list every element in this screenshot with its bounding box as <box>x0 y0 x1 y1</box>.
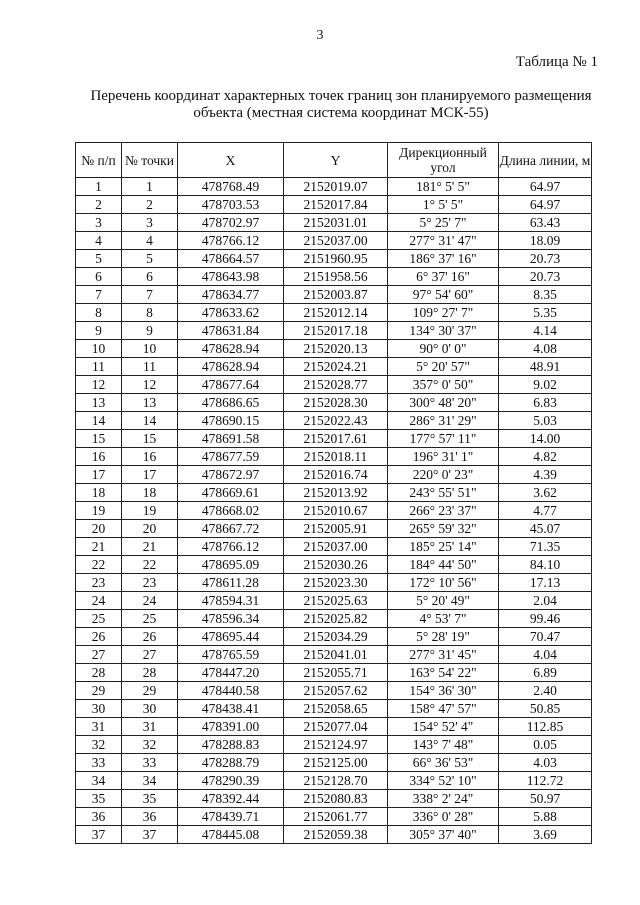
cell-bearing: 185° 25' 14" <box>388 538 499 556</box>
table-row <box>76 394 592 412</box>
cell-row-number: 32 <box>76 736 122 754</box>
table-row <box>76 268 592 286</box>
cell-bearing: 336° 0' 28" <box>388 808 499 826</box>
cell-y: 2152025.63 <box>284 592 388 610</box>
cell-point-number: 29 <box>122 682 178 700</box>
cell-line-length: 84.10 <box>499 556 592 574</box>
cell-point-number: 28 <box>122 664 178 682</box>
cell-row-number: 4 <box>76 232 122 250</box>
cell-line-length: 63.43 <box>499 214 592 232</box>
cell-point-number: 12 <box>122 376 178 394</box>
cell-line-length: 20.73 <box>499 268 592 286</box>
table-row <box>76 304 592 322</box>
cell-point-number: 14 <box>122 412 178 430</box>
cell-bearing: 220° 0' 23" <box>388 466 499 484</box>
cell-bearing: 266° 23' 37" <box>388 502 499 520</box>
cell-bearing: 334° 52' 10" <box>388 772 499 790</box>
table-row <box>76 322 592 340</box>
table-row <box>76 448 592 466</box>
table-row <box>76 574 592 592</box>
cell-x: 478695.09 <box>178 556 284 574</box>
header-y: Y <box>284 143 388 178</box>
document-title: Перечень координат характерных точек границ зон планируемого размещения объекта (местная система координат МСК-55) <box>90 88 592 121</box>
header-row-number: № п/п <box>76 143 122 178</box>
cell-x: 478596.34 <box>178 610 284 628</box>
cell-point-number: 17 <box>122 466 178 484</box>
cell-y: 2152128.70 <box>284 772 388 790</box>
cell-row-number: 27 <box>76 646 122 664</box>
cell-line-length: 17.13 <box>499 574 592 592</box>
table-row <box>76 376 592 394</box>
cell-x: 478672.97 <box>178 466 284 484</box>
header-bearing: Дирекционный угол <box>388 143 499 178</box>
cell-bearing: 97° 54' 60" <box>388 286 499 304</box>
table-row <box>76 808 592 826</box>
cell-x: 478594.31 <box>178 592 284 610</box>
cell-point-number: 26 <box>122 628 178 646</box>
cell-y: 2152061.77 <box>284 808 388 826</box>
cell-x: 478677.59 <box>178 448 284 466</box>
cell-row-number: 11 <box>76 358 122 376</box>
cell-point-number: 13 <box>122 394 178 412</box>
table-row <box>76 646 592 664</box>
table-row <box>76 628 592 646</box>
cell-y: 2152010.67 <box>284 502 388 520</box>
cell-y: 2151960.95 <box>284 250 388 268</box>
cell-point-number: 24 <box>122 592 178 610</box>
cell-point-number: 1 <box>122 178 178 196</box>
table-row <box>76 556 592 574</box>
cell-x: 478440.58 <box>178 682 284 700</box>
table-row <box>76 196 592 214</box>
coordinates-table <box>75 142 592 844</box>
cell-bearing: 5° 20' 57" <box>388 358 499 376</box>
table-row <box>76 466 592 484</box>
cell-point-number: 2 <box>122 196 178 214</box>
cell-point-number: 27 <box>122 646 178 664</box>
cell-y: 2152017.84 <box>284 196 388 214</box>
cell-line-length: 18.09 <box>499 232 592 250</box>
cell-point-number: 23 <box>122 574 178 592</box>
cell-bearing: 172° 10' 56" <box>388 574 499 592</box>
table-row <box>76 718 592 736</box>
cell-point-number: 11 <box>122 358 178 376</box>
cell-bearing: 1° 5' 5" <box>388 196 499 214</box>
cell-y: 2151958.56 <box>284 268 388 286</box>
cell-line-length: 45.07 <box>499 520 592 538</box>
cell-x: 478634.77 <box>178 286 284 304</box>
cell-line-length: 64.97 <box>499 196 592 214</box>
cell-x: 478677.64 <box>178 376 284 394</box>
cell-bearing: 90° 0' 0" <box>388 340 499 358</box>
cell-x: 478391.00 <box>178 718 284 736</box>
cell-y: 2152005.91 <box>284 520 388 538</box>
cell-x: 478703.53 <box>178 196 284 214</box>
cell-line-length: 5.03 <box>499 412 592 430</box>
cell-y: 2152023.30 <box>284 574 388 592</box>
cell-bearing: 5° 28' 19" <box>388 628 499 646</box>
cell-point-number: 31 <box>122 718 178 736</box>
cell-row-number: 23 <box>76 574 122 592</box>
cell-point-number: 4 <box>122 232 178 250</box>
cell-row-number: 15 <box>76 430 122 448</box>
cell-y: 2152059.38 <box>284 826 388 844</box>
cell-row-number: 30 <box>76 700 122 718</box>
cell-y: 2152037.00 <box>284 232 388 250</box>
cell-point-number: 6 <box>122 268 178 286</box>
cell-x: 478668.02 <box>178 502 284 520</box>
cell-x: 478702.97 <box>178 214 284 232</box>
table-header-row <box>76 143 592 178</box>
cell-line-length: 20.73 <box>499 250 592 268</box>
cell-point-number: 8 <box>122 304 178 322</box>
cell-row-number: 6 <box>76 268 122 286</box>
cell-bearing: 186° 37' 16" <box>388 250 499 268</box>
cell-bearing: 265° 59' 32" <box>388 520 499 538</box>
cell-x: 478768.49 <box>178 178 284 196</box>
cell-y: 2152024.21 <box>284 358 388 376</box>
cell-line-length: 4.08 <box>499 340 592 358</box>
cell-point-number: 21 <box>122 538 178 556</box>
cell-y: 2152030.26 <box>284 556 388 574</box>
cell-y: 2152031.01 <box>284 214 388 232</box>
cell-y: 2152017.18 <box>284 322 388 340</box>
table-row <box>76 214 592 232</box>
table-row <box>76 826 592 844</box>
table-row <box>76 682 592 700</box>
cell-line-length: 4.77 <box>499 502 592 520</box>
cell-line-length: 5.88 <box>499 808 592 826</box>
cell-row-number: 7 <box>76 286 122 304</box>
cell-line-length: 2.04 <box>499 592 592 610</box>
cell-y: 2152077.04 <box>284 718 388 736</box>
cell-row-number: 18 <box>76 484 122 502</box>
cell-y: 2152020.13 <box>284 340 388 358</box>
table-row <box>76 754 592 772</box>
cell-line-length: 9.02 <box>499 376 592 394</box>
cell-row-number: 25 <box>76 610 122 628</box>
cell-row-number: 3 <box>76 214 122 232</box>
cell-point-number: 16 <box>122 448 178 466</box>
table-row <box>76 250 592 268</box>
header-line-length: Длина линии, м <box>499 143 592 178</box>
cell-y: 2152022.43 <box>284 412 388 430</box>
cell-row-number: 9 <box>76 322 122 340</box>
cell-x: 478669.61 <box>178 484 284 502</box>
cell-row-number: 28 <box>76 664 122 682</box>
cell-bearing: 338° 2' 24" <box>388 790 499 808</box>
table-caption: Таблица № 1 <box>515 54 598 70</box>
cell-line-length: 4.14 <box>499 322 592 340</box>
cell-y: 2152057.62 <box>284 682 388 700</box>
cell-y: 2152019.07 <box>284 178 388 196</box>
cell-row-number: 31 <box>76 718 122 736</box>
cell-row-number: 2 <box>76 196 122 214</box>
cell-point-number: 22 <box>122 556 178 574</box>
cell-bearing: 163° 54' 22" <box>388 664 499 682</box>
cell-row-number: 5 <box>76 250 122 268</box>
cell-bearing: 286° 31' 29" <box>388 412 499 430</box>
cell-point-number: 36 <box>122 808 178 826</box>
cell-y: 2152018.11 <box>284 448 388 466</box>
cell-bearing: 300° 48' 20" <box>388 394 499 412</box>
cell-x: 478392.44 <box>178 790 284 808</box>
cell-point-number: 3 <box>122 214 178 232</box>
cell-point-number: 9 <box>122 322 178 340</box>
cell-bearing: 277° 31' 45" <box>388 646 499 664</box>
cell-line-length: 64.97 <box>499 178 592 196</box>
cell-line-length: 71.35 <box>499 538 592 556</box>
cell-x: 478628.94 <box>178 358 284 376</box>
cell-x: 478766.12 <box>178 538 284 556</box>
cell-x: 478686.65 <box>178 394 284 412</box>
cell-x: 478290.39 <box>178 772 284 790</box>
cell-y: 2152028.30 <box>284 394 388 412</box>
cell-line-length: 112.85 <box>499 718 592 736</box>
table-row <box>76 772 592 790</box>
header-x: X <box>178 143 284 178</box>
cell-row-number: 24 <box>76 592 122 610</box>
cell-x: 478445.08 <box>178 826 284 844</box>
table-row <box>76 340 592 358</box>
cell-y: 2152017.61 <box>284 430 388 448</box>
cell-row-number: 34 <box>76 772 122 790</box>
cell-y: 2152016.74 <box>284 466 388 484</box>
table-row <box>76 790 592 808</box>
cell-row-number: 33 <box>76 754 122 772</box>
cell-x: 478691.58 <box>178 430 284 448</box>
cell-line-length: 3.62 <box>499 484 592 502</box>
cell-x: 478611.28 <box>178 574 284 592</box>
cell-line-length: 2.40 <box>499 682 592 700</box>
cell-line-length: 48.91 <box>499 358 592 376</box>
cell-bearing: 305° 37' 40" <box>388 826 499 844</box>
cell-y: 2152013.92 <box>284 484 388 502</box>
cell-row-number: 22 <box>76 556 122 574</box>
cell-y: 2152041.01 <box>284 646 388 664</box>
cell-point-number: 10 <box>122 340 178 358</box>
cell-row-number: 36 <box>76 808 122 826</box>
cell-line-length: 4.39 <box>499 466 592 484</box>
table-row <box>76 358 592 376</box>
cell-point-number: 15 <box>122 430 178 448</box>
cell-line-length: 0.05 <box>499 736 592 754</box>
cell-line-length: 4.03 <box>499 754 592 772</box>
table-row <box>76 664 592 682</box>
cell-y: 2152003.87 <box>284 286 388 304</box>
cell-row-number: 29 <box>76 682 122 700</box>
cell-row-number: 37 <box>76 826 122 844</box>
cell-bearing: 109° 27' 7" <box>388 304 499 322</box>
cell-line-length: 8.35 <box>499 286 592 304</box>
table-row <box>76 700 592 718</box>
cell-x: 478765.59 <box>178 646 284 664</box>
table-row <box>76 232 592 250</box>
cell-x: 478628.94 <box>178 340 284 358</box>
cell-bearing: 177° 57' 11" <box>388 430 499 448</box>
header-point-number: № точки <box>122 143 178 178</box>
cell-point-number: 20 <box>122 520 178 538</box>
cell-bearing: 66° 36' 53" <box>388 754 499 772</box>
cell-point-number: 33 <box>122 754 178 772</box>
cell-y: 2152025.82 <box>284 610 388 628</box>
table-row <box>76 412 592 430</box>
cell-row-number: 19 <box>76 502 122 520</box>
cell-x: 478447.20 <box>178 664 284 682</box>
cell-bearing: 277° 31' 47" <box>388 232 499 250</box>
cell-y: 2152055.71 <box>284 664 388 682</box>
cell-bearing: 134° 30' 37" <box>388 322 499 340</box>
table-row <box>76 538 592 556</box>
cell-point-number: 18 <box>122 484 178 502</box>
cell-x: 478631.84 <box>178 322 284 340</box>
table-row <box>76 502 592 520</box>
table-row <box>76 430 592 448</box>
cell-row-number: 12 <box>76 376 122 394</box>
cell-point-number: 32 <box>122 736 178 754</box>
table-body <box>76 178 592 844</box>
cell-line-length: 70.47 <box>499 628 592 646</box>
cell-bearing: 243° 55' 51" <box>388 484 499 502</box>
cell-row-number: 26 <box>76 628 122 646</box>
cell-point-number: 35 <box>122 790 178 808</box>
cell-y: 2152125.00 <box>284 754 388 772</box>
cell-row-number: 14 <box>76 412 122 430</box>
table-row <box>76 520 592 538</box>
cell-bearing: 4° 53' 7" <box>388 610 499 628</box>
cell-line-length: 112.72 <box>499 772 592 790</box>
cell-bearing: 196° 31' 1" <box>388 448 499 466</box>
cell-y: 2152037.00 <box>284 538 388 556</box>
cell-line-length: 5.35 <box>499 304 592 322</box>
cell-bearing: 357° 0' 50" <box>388 376 499 394</box>
cell-bearing: 181° 5' 5" <box>388 178 499 196</box>
cell-x: 478690.15 <box>178 412 284 430</box>
cell-bearing: 6° 37' 16" <box>388 268 499 286</box>
cell-bearing: 143° 7' 48" <box>388 736 499 754</box>
cell-point-number: 19 <box>122 502 178 520</box>
cell-row-number: 10 <box>76 340 122 358</box>
cell-x: 478288.83 <box>178 736 284 754</box>
cell-point-number: 25 <box>122 610 178 628</box>
cell-row-number: 8 <box>76 304 122 322</box>
cell-x: 478439.71 <box>178 808 284 826</box>
cell-row-number: 21 <box>76 538 122 556</box>
cell-line-length: 4.04 <box>499 646 592 664</box>
cell-row-number: 17 <box>76 466 122 484</box>
cell-x: 478643.98 <box>178 268 284 286</box>
cell-y: 2152034.29 <box>284 628 388 646</box>
cell-y: 2152058.65 <box>284 700 388 718</box>
cell-x: 478667.72 <box>178 520 284 538</box>
cell-bearing: 154° 36' 30" <box>388 682 499 700</box>
cell-x: 478288.79 <box>178 754 284 772</box>
cell-point-number: 34 <box>122 772 178 790</box>
table-row <box>76 736 592 754</box>
table-row <box>76 592 592 610</box>
table-row <box>76 178 592 196</box>
page-number: 3 <box>316 28 324 43</box>
cell-bearing: 5° 20' 49" <box>388 592 499 610</box>
cell-row-number: 20 <box>76 520 122 538</box>
table-row <box>76 484 592 502</box>
cell-bearing: 184° 44' 50" <box>388 556 499 574</box>
cell-bearing: 5° 25' 7" <box>388 214 499 232</box>
cell-line-length: 14.00 <box>499 430 592 448</box>
cell-line-length: 3.69 <box>499 826 592 844</box>
cell-x: 478664.57 <box>178 250 284 268</box>
cell-line-length: 50.85 <box>499 700 592 718</box>
cell-line-length: 4.82 <box>499 448 592 466</box>
cell-x: 478695.44 <box>178 628 284 646</box>
cell-x: 478438.41 <box>178 700 284 718</box>
cell-y: 2152012.14 <box>284 304 388 322</box>
cell-y: 2152080.83 <box>284 790 388 808</box>
cell-bearing: 158° 47' 57" <box>388 700 499 718</box>
cell-row-number: 13 <box>76 394 122 412</box>
cell-point-number: 30 <box>122 700 178 718</box>
cell-row-number: 1 <box>76 178 122 196</box>
cell-line-length: 50.97 <box>499 790 592 808</box>
cell-row-number: 16 <box>76 448 122 466</box>
cell-bearing: 154° 52' 4" <box>388 718 499 736</box>
cell-row-number: 35 <box>76 790 122 808</box>
cell-line-length: 6.89 <box>499 664 592 682</box>
cell-x: 478633.62 <box>178 304 284 322</box>
cell-y: 2152124.97 <box>284 736 388 754</box>
cell-line-length: 99.46 <box>499 610 592 628</box>
cell-point-number: 7 <box>122 286 178 304</box>
table-row <box>76 610 592 628</box>
table-row <box>76 286 592 304</box>
cell-line-length: 6.83 <box>499 394 592 412</box>
cell-y: 2152028.77 <box>284 376 388 394</box>
cell-x: 478766.12 <box>178 232 284 250</box>
cell-point-number: 5 <box>122 250 178 268</box>
cell-point-number: 37 <box>122 826 178 844</box>
